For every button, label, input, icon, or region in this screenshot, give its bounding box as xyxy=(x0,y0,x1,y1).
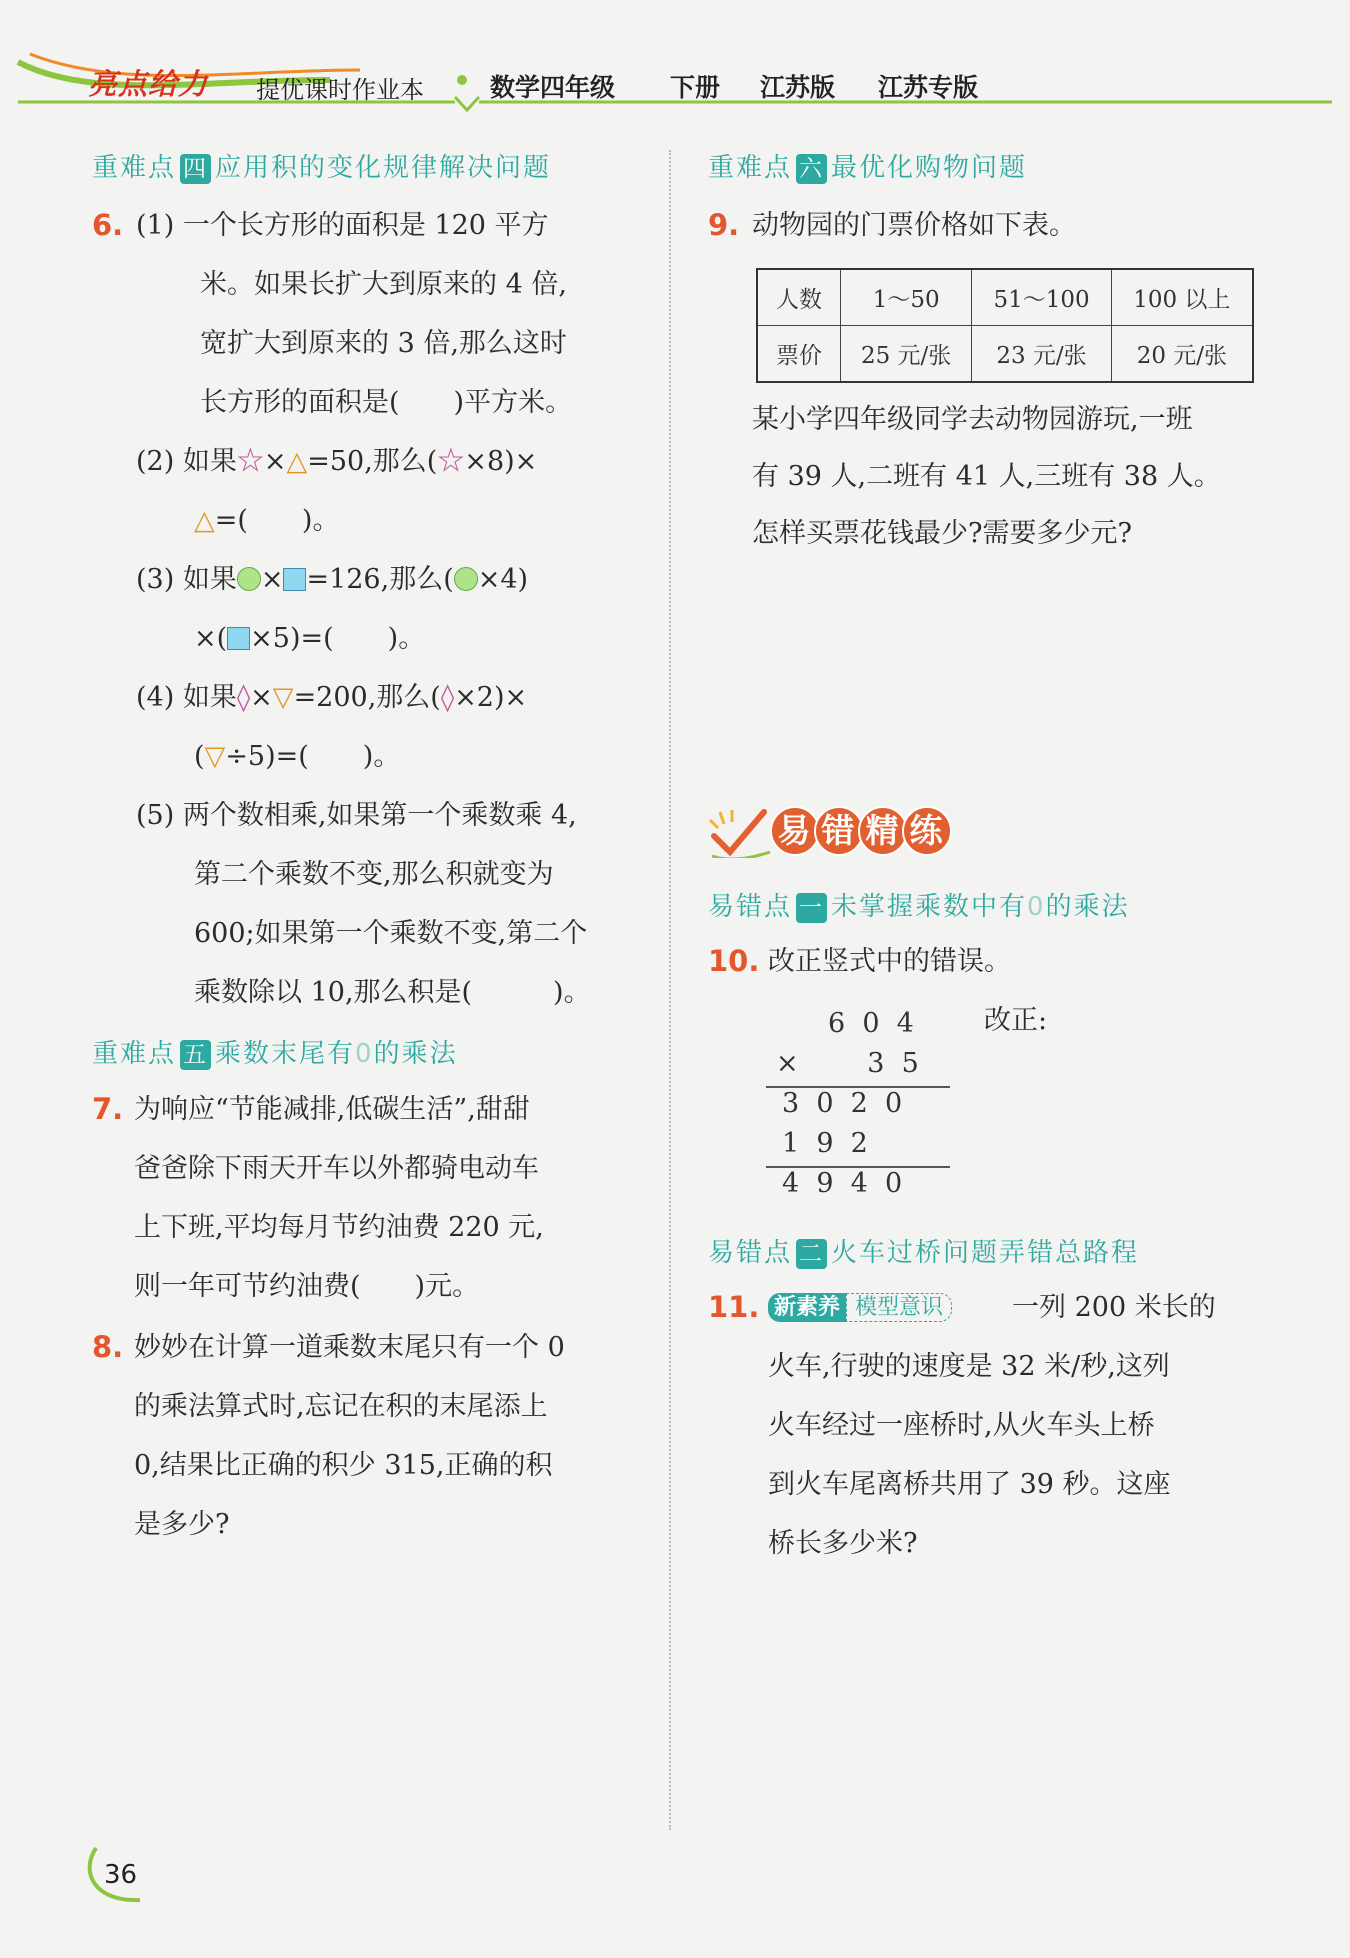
q6-part5: 第二个乘数不变,那么积就变为 xyxy=(194,859,554,890)
vertical-calc-row: 6 0 4 xyxy=(828,1008,914,1039)
section-title-key-4: 重难点 四 应用积的变化规律解决问题 xyxy=(92,153,552,183)
question-number: 10. xyxy=(708,944,760,978)
section-badge: 一 xyxy=(796,893,827,923)
circle-symbol xyxy=(237,567,261,591)
q6-text: 长方形的面积是( )平方米。 xyxy=(200,387,573,418)
error-practice-banner: 易 错 精 练 xyxy=(770,806,946,856)
question-number: 8. xyxy=(92,1330,124,1364)
table-cell: 20 元/张 xyxy=(1111,326,1253,383)
q8-text: 的乘法算式时,忘记在积的末尾添上 xyxy=(134,1391,548,1422)
question-number: 9. xyxy=(708,208,740,242)
q9-text: 动物园的门票价格如下表。 xyxy=(752,210,1076,241)
q6-part4: (4) 如果◊×▽=200,那么(◊×2)× xyxy=(136,682,528,713)
diamond-symbol: ◊ xyxy=(236,682,251,713)
vertical-calc-row: × 3 5 xyxy=(776,1048,919,1079)
section-title-error-2: 易错点 二 火车过桥问题弄错总路程 xyxy=(708,1238,1140,1268)
q8-text: 妙妙在计算一道乘数末尾只有一个 0 xyxy=(134,1332,565,1363)
q6-text: 宽扩大到原来的 3 倍,那么这时 xyxy=(200,328,567,359)
down-triangle-symbol: ▽ xyxy=(204,741,226,772)
triangle-symbol: △ xyxy=(194,505,215,536)
table-cell: 23 元/张 xyxy=(972,326,1112,383)
q9-text: 怎样买票花钱最少?需要多少元? xyxy=(752,518,1132,549)
section-badge: 四 xyxy=(180,154,211,184)
header-special: 江苏专版 xyxy=(878,73,979,102)
section-badge: 五 xyxy=(180,1040,211,1070)
checkmark-icon xyxy=(706,802,776,858)
vertical-calc-row: 3 0 2 0 xyxy=(782,1088,903,1119)
q7-text: 为响应“节能减排,低碳生活”,甜甜 xyxy=(134,1094,530,1125)
q6-part3-cont: ×( ×5)=( )。 xyxy=(194,623,426,654)
triangle-symbol: △ xyxy=(286,446,308,477)
section-title-error-1: 易错点 一 未掌握乘数中有0的乘法 xyxy=(708,892,1130,922)
question-number: 6. xyxy=(92,208,124,242)
page-header xyxy=(0,40,1350,130)
question-number: 7. xyxy=(92,1092,124,1126)
q6-part5: 乘数除以 10,那么积是( )。 xyxy=(194,977,591,1008)
vertical-calc-row: 1 9 2 xyxy=(782,1128,868,1159)
q11-text: 火车,行驶的速度是 32 米/秒,这列 xyxy=(768,1351,1170,1382)
down-triangle-symbol: ▽ xyxy=(272,682,294,713)
table-cell: 25 元/张 xyxy=(841,326,972,383)
question-number: 11. xyxy=(708,1290,760,1324)
table-cell: 51～100 xyxy=(972,269,1112,326)
square-symbol xyxy=(227,627,250,650)
column-divider xyxy=(669,150,671,1830)
q7-text: 上下班,平均每月节约油费 220 元, xyxy=(134,1212,544,1243)
q6-text: 米。如果长扩大到原来的 4 倍, xyxy=(200,269,567,300)
q6-part5: 600;如果第一个乘数不变,第二个 xyxy=(194,918,588,949)
header-subject: 数学四年级 xyxy=(490,73,616,102)
brand-subtitle: 提优课时作业本 xyxy=(256,76,424,104)
table-cell: 票价 xyxy=(757,326,841,383)
vertical-calc-row: 4 9 4 0 xyxy=(782,1168,903,1199)
correction-label: 改正: xyxy=(984,1005,1048,1036)
q6-part2-cont: △=( )。 xyxy=(194,505,340,536)
table-row xyxy=(757,326,1253,383)
star-symbol: ☆ xyxy=(437,446,465,477)
square-symbol xyxy=(283,568,306,591)
table-row xyxy=(757,269,1253,326)
brand-logo-text: 亮点给力 xyxy=(88,67,209,101)
circle-symbol xyxy=(454,567,478,591)
q11-text: 火车经过一座桥时,从火车头上桥 xyxy=(768,1410,1155,1441)
header-edition: 江苏版 xyxy=(760,73,836,102)
q6-part3: (3) 如果 × =126,那么( ×4) xyxy=(136,564,529,595)
table-cell: 1～50 xyxy=(841,269,972,326)
ticket-price-table xyxy=(756,268,1254,383)
q10-text: 改正竖式中的错误。 xyxy=(768,946,1011,977)
q11-text: 桥长多少米? xyxy=(768,1528,918,1559)
new-literacy-tag: 新素养 模型意识 xyxy=(768,1290,952,1321)
q6-text: (1) 一个长方形的面积是 120 平方 xyxy=(136,210,549,241)
q11-text: 到火车尾离桥共用了 39 秒。这座 xyxy=(768,1469,1171,1500)
q7-text: 则一年可节约油费( )元。 xyxy=(134,1271,480,1302)
q6-part2: (2) 如果☆×△=50,那么(☆×8)× xyxy=(136,446,538,477)
page-number: 36 xyxy=(104,1860,138,1890)
star-symbol: ☆ xyxy=(236,446,264,477)
section-title-key-6: 重难点 六 最优化购物问题 xyxy=(708,153,1028,183)
q8-text: 是多少? xyxy=(134,1509,230,1540)
q8-text: 0,结果比正确的积少 315,正确的积 xyxy=(134,1450,553,1481)
q6-part4-cont: (▽÷5)=( )。 xyxy=(194,741,401,772)
table-cell: 100 以上 xyxy=(1111,269,1253,326)
table-cell: 人数 xyxy=(757,269,841,326)
section-title-key-5: 重难点 五 乘数末尾有0的乘法 xyxy=(92,1039,458,1069)
header-volume: 下册 xyxy=(670,73,721,102)
q6-part5: (5) 两个数相乘,如果第一个乘数乘 4, xyxy=(136,800,577,831)
section-badge: 六 xyxy=(796,154,827,184)
q7-text: 爸爸除下雨天开车以外都骑电动车 xyxy=(134,1153,539,1184)
q11-text: 一列 200 米长的 xyxy=(1012,1292,1216,1323)
q9-text: 某小学四年级同学去动物园游玩,一班 xyxy=(752,404,1193,435)
diamond-symbol: ◊ xyxy=(440,682,455,713)
section-badge: 二 xyxy=(796,1239,827,1269)
q9-text: 有 39 人,二班有 41 人,三班有 38 人。 xyxy=(752,461,1221,492)
